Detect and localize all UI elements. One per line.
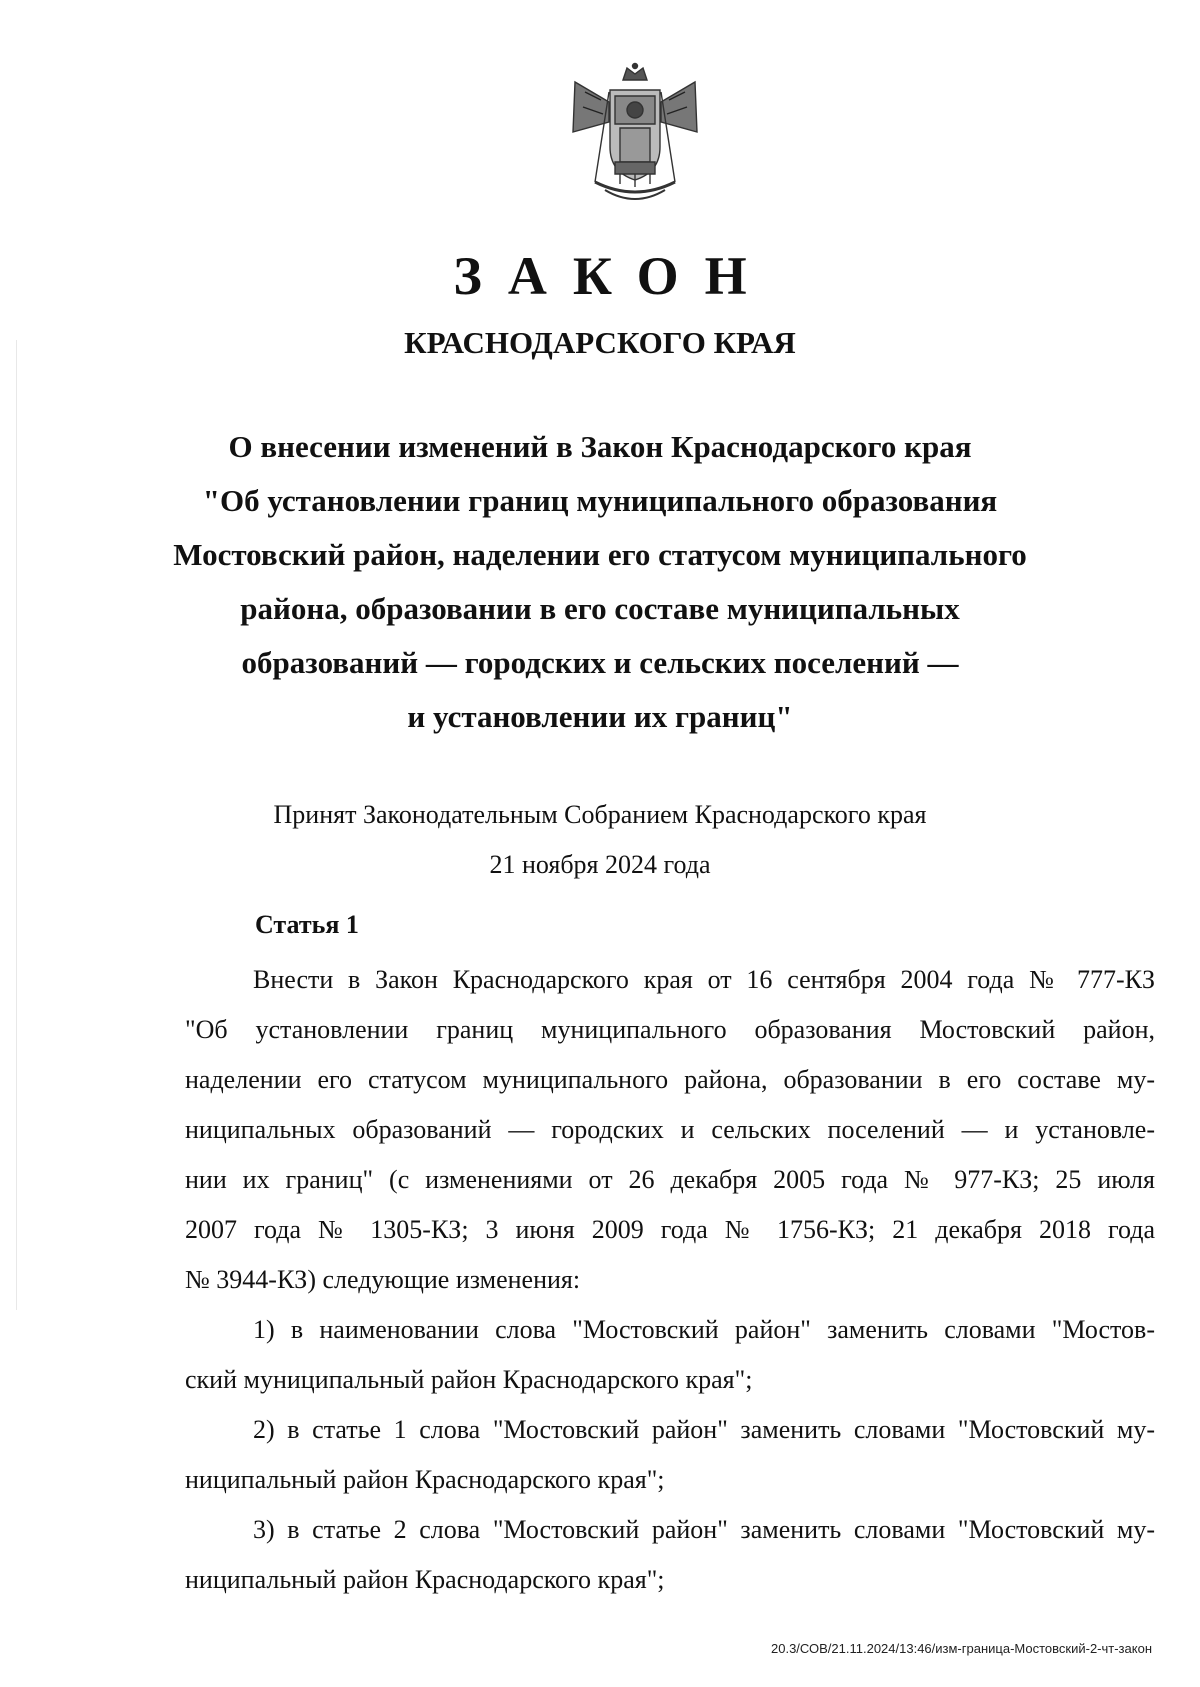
article-title: Статья 1 bbox=[255, 910, 359, 939]
article-line: ниципальный район Краснодарского края"; bbox=[185, 1465, 665, 1494]
heading-line: "Об установлении границ муниципального образования bbox=[202, 483, 998, 518]
article-list-item: 1) в наименовании слова "Мостовский район" заменить словами "Мостов- bbox=[253, 1315, 1155, 1344]
adoption-note bbox=[0, 790, 1200, 890]
article-line: ниципальный район Краснодарского края"; bbox=[185, 1565, 665, 1594]
article-list-item: 3) в статье 2 слова "Мостовский район" заменить словами "Мостовский му- bbox=[253, 1515, 1155, 1544]
coat-of-arms-emblem bbox=[565, 62, 705, 212]
heading-line: О внесении изменений в Закон Краснодарского края bbox=[228, 429, 972, 464]
law-heading bbox=[170, 420, 1030, 744]
heading-line: и установлении их границ" bbox=[407, 699, 793, 734]
article-list-item: 2) в статье 1 слова "Мостовский район" заменить словами "Мостовский му- bbox=[253, 1415, 1155, 1444]
heading-line: образований — городских и сельских поселений — bbox=[241, 645, 959, 680]
document-footer-code: 20.3/СОВ/21.11.2024/13:46/изм-граница-Мостовский-2-чт-закон bbox=[771, 1641, 1152, 1656]
document-subtitle: КРАСНОДАРСКОГО КРАЯ bbox=[404, 325, 796, 360]
adoption-line: Принят Законодательным Собранием Краснодарского края bbox=[273, 800, 927, 829]
article-line: 2007 года № 1305-КЗ; 3 июня 2009 года № 1756-КЗ; 21 декабря 2018 года bbox=[185, 1215, 1155, 1244]
document-title: ЗАКОН bbox=[453, 246, 773, 306]
adoption-date: 21 ноября 2024 года bbox=[489, 850, 711, 879]
article-line: наделении его статусом муниципального района, образовании в его составе му- bbox=[185, 1065, 1155, 1094]
article-line: "Об установлении границ муниципального образования Мостовский район, bbox=[185, 1015, 1155, 1044]
article-line: № 3944-КЗ) следующие изменения: bbox=[185, 1265, 581, 1294]
article-line: Внести в Закон Краснодарского края от 16 сентября 2004 года № 777-КЗ bbox=[253, 965, 1155, 994]
article-line: нии их границ" (с изменениями от 26 декабря 2005 года № 977-КЗ; 25 июля bbox=[185, 1165, 1155, 1194]
article-line: ниципальных образований — городских и сельских поселений — и установле- bbox=[185, 1115, 1155, 1144]
heading-line: района, образовании в его составе муниципальных bbox=[240, 591, 960, 626]
article-line: ский муниципальный район Краснодарского края"; bbox=[185, 1365, 753, 1394]
heading-line: Мостовский район, наделении его статусом муниципального bbox=[173, 537, 1027, 572]
